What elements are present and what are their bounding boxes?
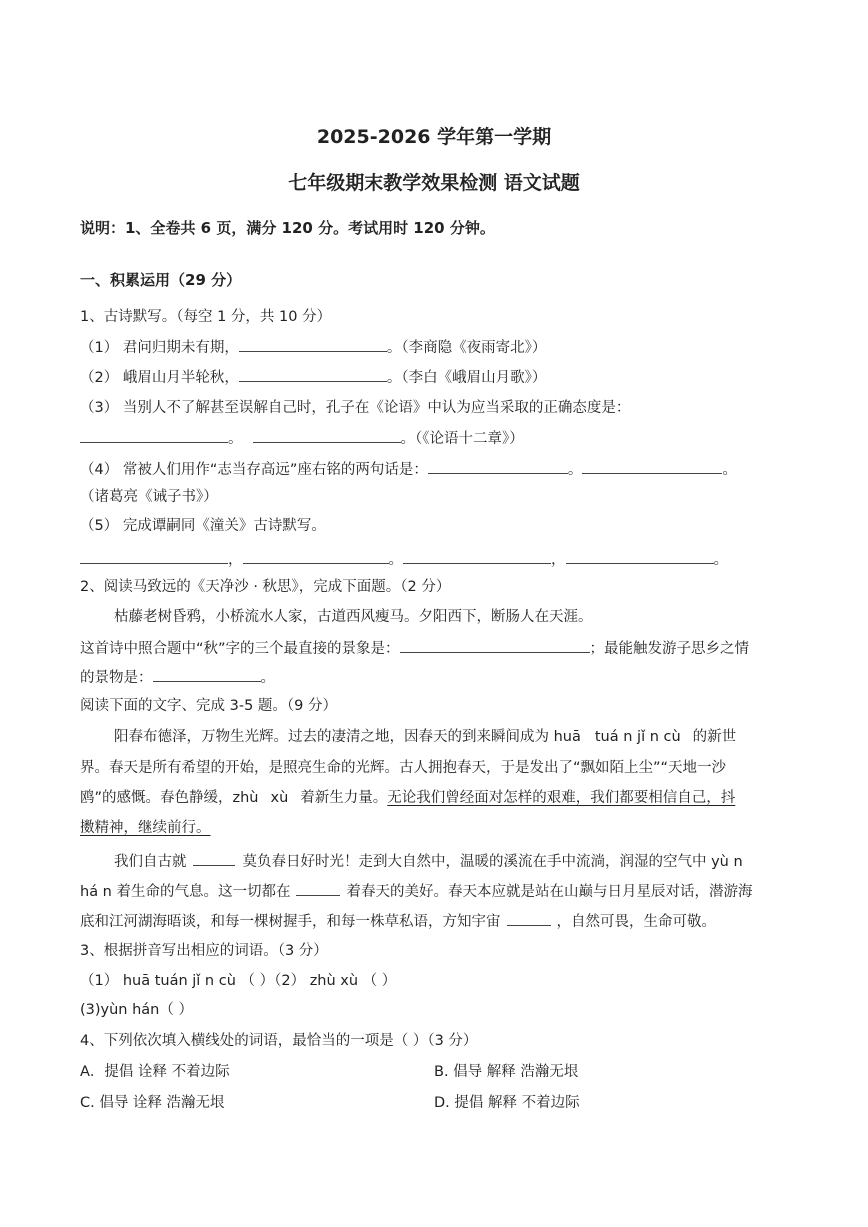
q1-item-5-answers	[80, 549, 728, 570]
passage-text: 的新世	[692, 729, 737, 745]
item-text: 君问归期未有期，	[122, 340, 239, 356]
passage-text: 我们自古就	[114, 854, 187, 870]
ask-text: 这首诗中照合题中“秋”字的三个最直接的景象是：	[80, 641, 400, 657]
punctuation: 。	[713, 552, 728, 568]
q1-item-3-answers	[80, 428, 524, 449]
option-a[interactable]: A．提倡 诠释 不着边际	[80, 1064, 230, 1080]
option-d[interactable]: D. 提倡 解释 不着边际	[434, 1095, 580, 1111]
underlined-sentence: 无论我们曾经面对怎样的艰难，我们都要相信自己，抖	[387, 790, 736, 806]
option-c[interactable]: C. 倡导 诠释 浩瀚无垠	[80, 1095, 225, 1111]
answer-blank[interactable]	[428, 459, 568, 474]
fill-blank[interactable]	[507, 911, 551, 926]
punctuation: 。	[260, 670, 275, 686]
passage-line	[80, 788, 735, 808]
passage-text: 鸥”的感慨。春色静缓，zhù	[80, 790, 259, 806]
exam-title-year: 2025-2026 学年第一学期	[316, 126, 552, 148]
item-text: 常被人们用作“志当存高远”座右铭的两句话是：	[122, 462, 428, 478]
passage-line	[114, 727, 736, 747]
passage-line	[80, 881, 752, 902]
q2-ask-line-2	[80, 667, 275, 688]
q3-line-1: （1） huā tuán jǐ n cù （ ）（2） zhù xù （ ）	[80, 973, 397, 989]
punctuation: 。	[722, 462, 737, 478]
section-heading: 一、积累运用（29 分）	[80, 271, 242, 289]
exam-title-subject: 七年级期末教学效果检测 语文试题	[288, 172, 580, 194]
item-text: 当别人不了解甚至误解自己时，孔子在《论语》中认为应当采取的正确态度是：	[122, 400, 631, 416]
question-2-heading: 2、阅读马致远的《天净沙 · 秋思》，完成下面题。（2 分）	[80, 579, 451, 595]
q1-item-4-source: （诸葛亮《诫子书》）	[80, 489, 218, 505]
question-4-heading: 4、下列依次填入横线处的词语，最恰当的一项是（ ）（3 分）	[80, 1033, 478, 1049]
punctuation: ，	[228, 552, 243, 568]
ask-text: 的景物是：	[80, 670, 153, 686]
passage-text: ，自然可畏，生命可敬。	[556, 914, 716, 930]
question-3-heading: 3、根据拼音写出相应的词语。（3 分）	[80, 943, 328, 959]
punctuation: 。	[567, 462, 583, 478]
answer-blank[interactable]	[403, 549, 551, 564]
passage-text: 莫负春日好时光！走到大自然中，温暖的溪流在手中流淌，润湿的空气中 yù n	[242, 854, 743, 870]
q1-item-1	[80, 337, 546, 358]
punctuation: ，	[551, 552, 566, 568]
q3-line-2: (3)yùn hán（ ）	[80, 1002, 193, 1018]
answer-blank[interactable]	[582, 459, 722, 474]
item-source: 。（李商隐《夜雨寄北》）	[386, 340, 547, 356]
answer-blank[interactable]	[253, 428, 401, 443]
passage-line	[80, 911, 716, 932]
q1-item-3	[80, 398, 630, 418]
fill-blank[interactable]	[193, 851, 235, 866]
answer-blank[interactable]	[400, 638, 590, 653]
passage-text: 着春天的美好。春天本应就是站在山巅与日月星辰对话，潜游海	[346, 884, 753, 900]
item-number: （1）	[80, 340, 119, 356]
poem-text: 枯藤老树昏鸦，小桥流水人家，古道西风瘦马。夕阳西下，断肠人在天涯。	[114, 609, 593, 625]
punctuation: 。	[228, 431, 243, 447]
item-number: （3）	[80, 400, 119, 416]
q1-item-5	[80, 516, 326, 536]
option-b[interactable]: B. 倡导 解释 浩瀚无垠	[434, 1064, 579, 1080]
answer-blank[interactable]	[566, 549, 714, 564]
item-number: （5）	[80, 518, 119, 534]
exam-instructions: 说明：1、全卷共 6 页，满分 120 分。考试用时 120 分钟。	[80, 219, 495, 237]
passage-text: 底和江河湖海晤谈，和每一棵树握手，和每一株草私语，方知宇宙	[80, 914, 501, 930]
passage-text: 着新生力量。	[300, 790, 388, 806]
ask-text: ；最能触发游子思乡之情	[589, 641, 750, 657]
passage-text: 阳春布德泽，万物生光辉。过去的凄清之地，因春天的到来瞬间成为 huā	[114, 729, 581, 745]
item-source: 。（《论语十二章》）	[400, 431, 524, 447]
answer-blank[interactable]	[243, 549, 389, 564]
item-text: 峨眉山月半轮秋，	[122, 370, 239, 386]
answer-blank[interactable]	[80, 549, 228, 564]
q1-item-2	[80, 367, 546, 388]
answer-blank[interactable]	[239, 367, 387, 382]
answer-blank[interactable]	[239, 337, 387, 352]
q2-ask-line-1	[80, 638, 749, 659]
q1-item-4	[80, 459, 737, 480]
reading-intro: 阅读下面的文字、完成 3-5 题。（9 分）	[80, 698, 337, 714]
passage-line	[114, 851, 743, 872]
item-source: 。（李白《峨眉山月歌》）	[386, 370, 547, 386]
item-text: 完成谭嗣同《潼关》古诗默写。	[122, 518, 326, 534]
question-1-heading: 1、古诗默写。（每空 1 分，共 10 分）	[80, 309, 332, 325]
pinyin-text: xù	[270, 790, 289, 806]
answer-blank[interactable]	[80, 428, 228, 443]
pinyin-text: tuá n jǐ n cù	[594, 729, 681, 745]
fill-blank[interactable]	[296, 881, 340, 896]
passage-line	[80, 818, 211, 838]
answer-blank[interactable]	[153, 667, 261, 682]
underlined-sentence: 擞精神，继续前行。	[80, 820, 211, 836]
item-number: （2）	[80, 370, 119, 386]
passage-line: 界。春天是所有希望的开始，是照亮生命的光辉。古人拥抱春天，于是发出了“飘如陌上尘”“天地一沙	[80, 760, 727, 776]
item-number: （4）	[80, 462, 119, 478]
passage-text: há n 着生命的气息。这一切都在	[80, 884, 291, 900]
punctuation: 。	[388, 552, 403, 568]
